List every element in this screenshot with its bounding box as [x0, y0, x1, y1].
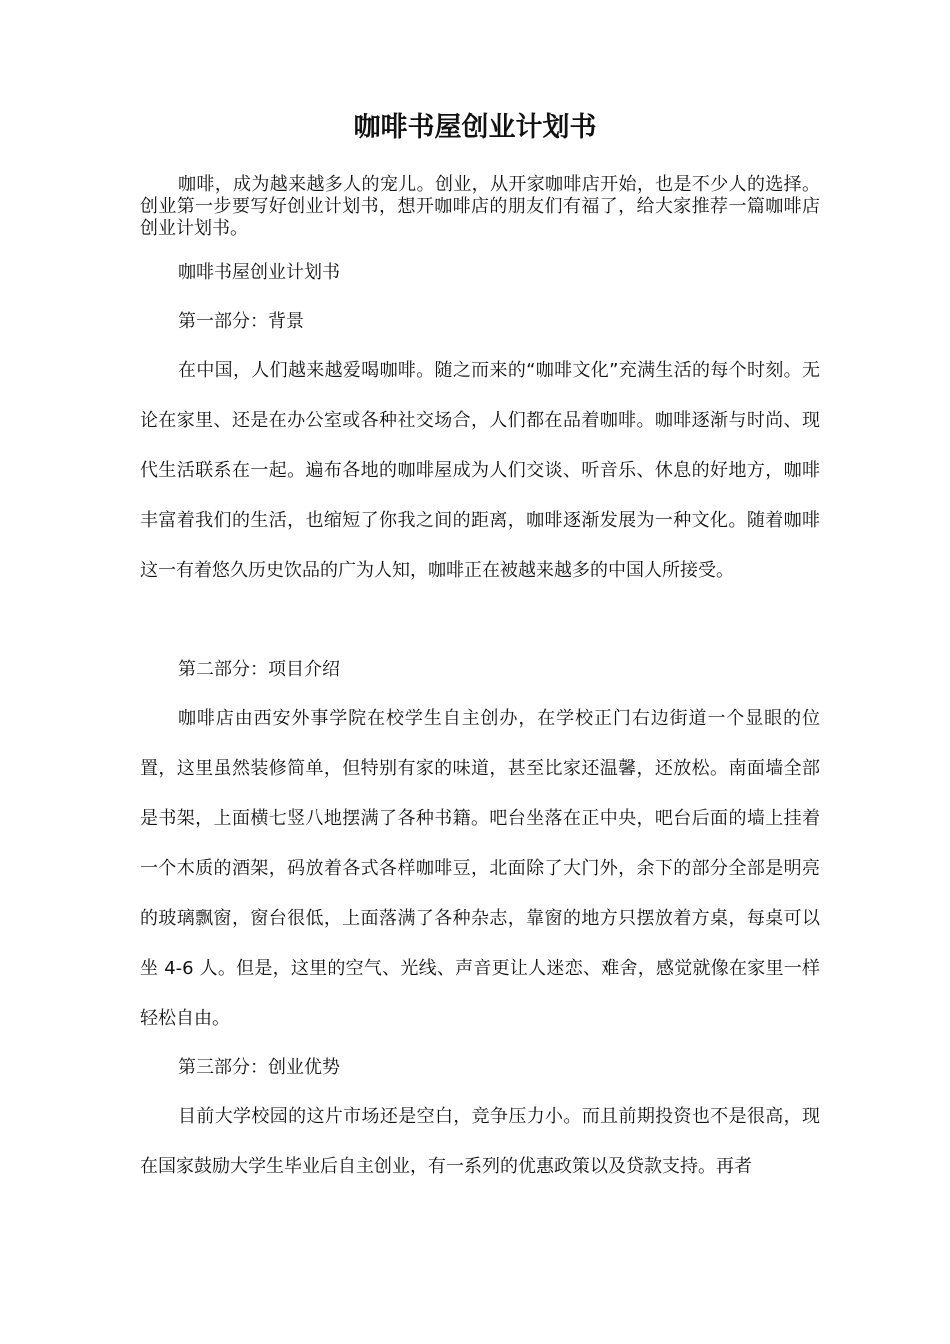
document-title: 咖啡书屋创业计划书 [353, 112, 597, 143]
section-1-body: 在中国，人们越来越爱喝咖啡。随之而来的“咖啡文化”充满生活的每个时刻。无论在家里、还是在办公室或各种社交场合，人们都在品着咖啡。咖啡逐渐与时尚、现代生活联系在一起。遍布各地的咖啡屋成为人们交谈、听音乐、休息的好地方，咖啡丰富着我们的生活，也缩短了你我之间的距离，咖啡逐渐发展为一种文化。随着咖啡这一有着悠久历史饮品的广为人知，咖啡正在被越来越多的中国人所接受。 [140, 360, 820, 581]
subtitle: 咖啡书屋创业计划书 [178, 262, 340, 283]
section-3-body: 目前大学校园的这片市场还是空白，竞争压力小。而且前期投资也不是很高，现在国家鼓励大学生毕业后自主创业，有一系列的优惠政策以及贷款支持。再者 [140, 1106, 820, 1177]
section-1-heading: 第一部分：背景 [178, 311, 304, 332]
section-2-heading: 第二部分：项目介绍 [178, 659, 340, 680]
intro-paragraph: 咖啡，成为越来越多人的宠儿。创业，从开家咖啡店开始，也是不少人的选择。创业第一步要写好创业计划书，想开咖啡店的朋友们有福了，给大家推荐一篇咖啡店创业计划书。 [140, 174, 820, 239]
section-3-heading: 第三部分：创业优势 [178, 1057, 340, 1078]
section-2-body: 咖啡店由西安外事学院在校学生自主创办，在学校正门右边街道一个显眼的位置，这里虽然装修简单，但特别有家的味道，甚至比家还温馨，还放松。南面墙全部是书架，上面横七竖八地摆满了各种书籍。吧台坐落在正中央，吧台后面的墙上挂着一个木质的酒架，码放着各式各样咖啡豆，北面除了大门外，余下的部分全部是明亮的玻璃飘窗，窗台很低，上面落满了各种杂志，靠窗的地方只摆放着方桌，每桌可以坐 4-6 人。但是，这里的空气、光线、声音更让人迷恋、难舍，感觉就像在家里一样轻松自由。 [140, 708, 820, 1029]
